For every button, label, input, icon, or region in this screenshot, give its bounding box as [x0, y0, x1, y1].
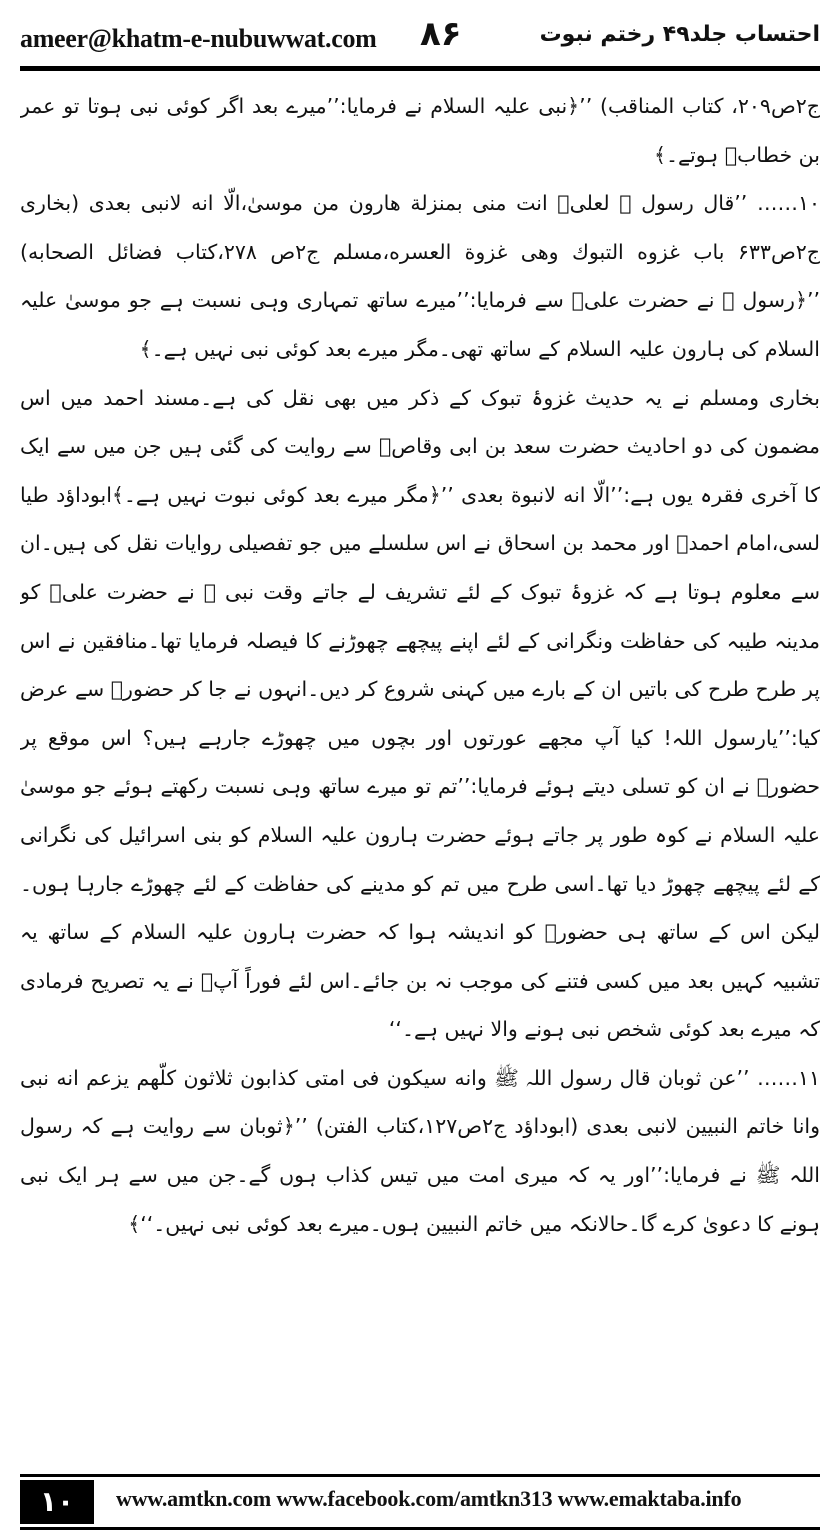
page-header [20, 14, 820, 62]
footer-rule-top [20, 1474, 820, 1477]
header-email: ameer@khatm-e-nubuwwat.com [20, 24, 377, 53]
paragraph-4: ۱۱…… ’’عن ثوبان قال رسول اللہ ﷺ وانه سيكون فی امتی كذابون ثلاثون كلّهم يزعم انه نبی وانا خاتم النبيين لانبی بعدی (ابوداؤد ج۲ص۱۲۷،کتاب الفتن) ’’﴿ثوبان سے روایت ہے کہ رسول اللہ ﷺ نے فرمایا:’’اور یہ کہ میری امت میں تیس کذاب ہوں گے۔جن میں سے ہر ایک نبی ہونے کا دعویٰ کرے گا۔حالانکہ میں خاتم النبیین ہوں۔میرے بعد کوئی نبی نہیں۔‘‘﴾ [20, 1065, 820, 1236]
header-title: احتساب جلد۴۹ رختم نبوت [539, 22, 820, 47]
paragraph-1: ج۲ص۲۰۹، کتاب المناقب) ’’﴿نبی علیہ السلام نے فرمایا:’’میرے بعد اگر کوئی نبی ہوتا تو عمر بن خطابؓ ہوتے۔﴾ [20, 94, 820, 167]
page-footer [20, 1474, 820, 1530]
paragraph-3: بخاری ومسلم نے یہ حدیث غزوۂ تبوک کے ذکر میں بھی نقل کی ہے۔مسند احمد میں اس مضمون کی دو احادیث حضرت سعد بن ابی وقاصؓ سے روایت کی گئی ہیں جن میں سے ایک کا آخری فقرہ یوں ہے:’’الّا انه لانبوة بعدی ’’﴿مگر میرے بعد کوئی نبوت نہیں ہے۔﴾ابوداؤد طیا لسی،امام احمدؒ اور محمد بن اسحاق نے اس سلسلے میں جو تفصیلی روایات نقل کی ہیں۔ان سے معلوم ہوتا ہے کہ غزوۂ تبوک کے لئے تشریف لے جاتے وقت نبی ﷺ نے حضرت علیؓ کو مدینہ طیبہ کی حفاظت ونگرانی کے لئے اپنے پیچھے چھوڑنے کا فیصلہ فرمایا تھا۔منافقین نے اس پر طرح طرح کی باتیں ان کے بارے میں کہنی شروع کر دیں۔انہوں نے جا کر حضورؐ سے عرض کیا:’’یارسول اللہ! کیا آپ مجھے عورتوں اور بچوں میں چھوڑے جارہے ہیں؟ اس موقع پر حضورؐ نے ان کو تسلی دیتے ہوئے فرمایا:’’تم تو میرے ساتھ وہی نسبت رکھتے ہوئے جو موسیٰ علیہ السلام نے کوہ طور پر جاتے ہوئے حضرت ہارون علیہ السلام کو بنی اسرائیل کی نگرانی کے لئے پیچھے چھوڑ دیا تھا۔اسی طرح میں تم کو مدینے کی حفاظت کے لئے چھوڑے جارہا ہوں۔لیکن اس کے ساتھ ہی حضورؐ کو اندیشہ ہوا کہ حضرت ہارون علیہ السلام کے ساتھ یہ تشبیہ کہیں بعد میں کسی فتنے کی موجب نہ بن جائے۔اس لئے فوراً آپؐ نے یہ تصریح فرمادی کہ میرے بعد کوئی شخص نبی ہونے والا نہیں ہے۔‘‘ [20, 385, 820, 1042]
paragraph-2: ۱۰…… ’’قال رسول ﷺ لعلیؓ انت منی بمنزلة هارون من موسیٰ،الّا انه لانبی بعدی (بخاری ج۲ص۶۳۳ باب غزوه التبوك وهی غزوة العسره،مسلم ج۲ص ۲۷۸،کتاب فضائل الصحابه) ’’﴿رسول ﷺ نے حضرت علیؓ سے فرمایا:’’میرے ساتھ تمہاری وہی نسبت ہے جو موسیٰ علیہ السلام کی ہارون علیہ السلام کے ساتھ تھی۔مگر میرے بعد کوئی نبی نہیں ہے۔﴾ [20, 191, 820, 361]
footer-rule-bottom [20, 1527, 820, 1530]
page-body [20, 82, 820, 1464]
header-rule [20, 66, 820, 71]
header-page-number: ۸۶ [420, 14, 462, 54]
footer-page-box: ۱۰ [20, 1480, 94, 1524]
footer-websites: www.amtkn.com www.facebook.com/amtkn313 www.emaktaba.info [116, 1486, 742, 1511]
